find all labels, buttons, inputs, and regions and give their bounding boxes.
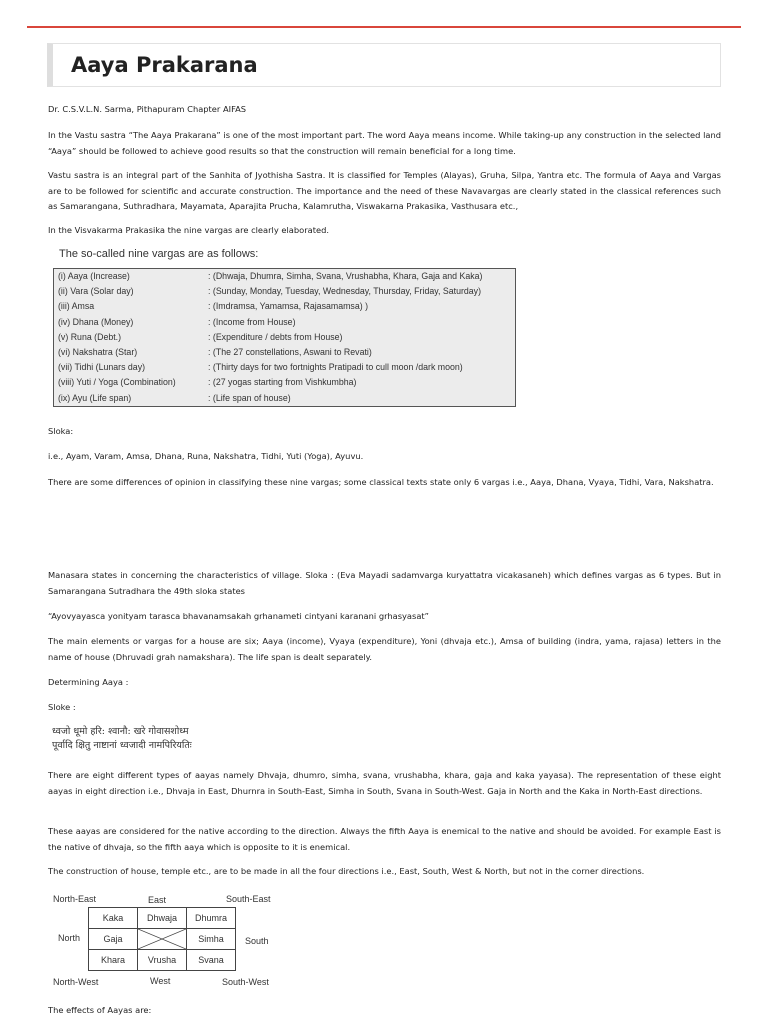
table-row xyxy=(54,330,516,345)
aaya-direction-grid xyxy=(88,907,236,971)
top-accent-line xyxy=(27,26,741,28)
varga-name: (vi) Nakshatra (Star) xyxy=(58,347,138,358)
label-south-west: South-West xyxy=(222,977,269,987)
grid-row xyxy=(89,908,236,929)
paragraph-7: “Ayovyayasca yonityam tarasca bhavanamsakah grhanameti cintyani karanani grhasyasat” xyxy=(48,611,429,621)
paragraph-10: Sloke : xyxy=(48,702,76,712)
label-north: North xyxy=(58,933,81,943)
grid-row xyxy=(89,950,236,971)
varga-name: (iv) Dhana (Money) xyxy=(58,316,134,327)
paragraph-1: In the Vastu sastra “The Aaya Prakarana” is one of the most important part. The word Aaya means income. While taking-up any construction in the selected land “Aaya” should be followed to achieve good results so that the construction will remain beneficial for a long time. xyxy=(48,130,721,156)
grid-cell: Dhwaja xyxy=(138,908,187,929)
varga-desc: : (Dhwaja, Dhumra, Simha, Svana, Vrushabha, Khara, Gaja and Kaka) xyxy=(208,271,483,281)
table-row xyxy=(54,284,516,299)
grid-row xyxy=(89,929,236,950)
cross-lines xyxy=(138,929,186,949)
page-title: Aaya Prakarana xyxy=(71,53,258,77)
varga-desc: : (Imdramsa, Yamamsa, Rajasamamsa) ) xyxy=(208,301,369,312)
varga-name: (ix) Ayu (Life span) xyxy=(58,392,132,403)
paragraph-12: These aayas are considered for the native according to the direction. Always the fifth Aaya is enemical to the native and should be avoided. For example East is the native of dhvaja, so the fifth aaya which is opposite to it is enemical. xyxy=(48,826,721,852)
varga-name: (iii) Amsa xyxy=(58,301,95,312)
varga-name: (i) Aaya (Increase) xyxy=(58,271,130,281)
sloka-label: Sloka: xyxy=(48,426,74,436)
paragraph-13: The construction of house, temple etc., are to be made in all the four directions i.e., East, South, West & North, but not in the corner directions. xyxy=(48,866,645,876)
varga-desc: : (Income from House) xyxy=(208,316,296,327)
paragraph-9: Determining Aaya : xyxy=(48,677,129,687)
table-row xyxy=(54,391,516,407)
varga-name: (v) Runa (Debt.) xyxy=(58,331,122,342)
paragraph-3: In the Visvakarma Prakasika the nine vargas are clearly elaborated. xyxy=(48,225,329,235)
paragraph-14: The effects of Aayas are: xyxy=(48,1005,152,1015)
table-row xyxy=(54,360,516,375)
table-row xyxy=(54,315,516,330)
varga-desc: : (27 yogas starting from Vishkumbha) xyxy=(208,377,357,388)
varga-name: (ii) Vara (Solar day) xyxy=(58,286,134,297)
varga-name: (vii) Tidhi (Lunars day) xyxy=(58,362,146,373)
grid-cell: Dhumra xyxy=(187,908,236,929)
varga-desc: : (Sunday, Monday, Tuesday, Wednesday, Thursday, Friday, Saturday) xyxy=(208,286,481,297)
grid-cell: Khara xyxy=(89,950,138,971)
table-row xyxy=(54,299,516,314)
paragraph-2: Vastu sastra is an integral part of the Sanhita of Jyothisha Sastra. It is classified for Temples (Alayas), Gruha, Silpa, Yantra etc. The formula of Aaya and Vargas are to be followed for scientific and accurate construction. The importance and the need of these Navavargas are clearly stated in the classical references such as Samarangana, Suthradhara, Mayamata, Aparajita Prucha, Kalamrutha, Viswakarna Prakasika, Vasthusara etc., xyxy=(48,170,721,211)
label-north-east: North-East xyxy=(53,894,97,904)
grid-center-cross xyxy=(138,929,187,950)
label-south: South xyxy=(245,936,269,946)
table-row xyxy=(54,269,516,285)
sloka-line-1: ध्वजो धूमो हरि: श्वानौ: खरे गोवासशोध्म xyxy=(52,726,189,737)
varga-name: (viii) Yuti / Yoga (Combination) xyxy=(58,377,176,388)
paragraph-8: The main elements or vargas for a house are six; Aaya (income), Vyaya (expenditure), Yoni (dhvaja etc.), Amsa of building (indra, yama, rajasa) letters in the name of house (Dhruvadi grah namakshara). The life span is dealt separately. xyxy=(48,636,721,662)
varga-desc: : (The 27 constellations, Aswani to Revati) xyxy=(208,347,372,358)
grid-cell: Svana xyxy=(187,950,236,971)
label-south-east: South-East xyxy=(226,894,271,904)
label-east: East xyxy=(148,895,167,905)
sloka-line-2: पूर्वादि क्षितु नाष्टानां ध्वजादी नामपिरियतिः xyxy=(52,740,192,751)
paragraph-4: i.e., Ayam, Varam, Amsa, Dhana, Runa, Nakshatra, Tidhi, Yuti (Yoga), Ayuvu. xyxy=(48,451,364,461)
varga-desc: : (Thirty days for two fortnights Pratipadi to cull moon /dark moon) xyxy=(208,362,463,373)
varga-desc: : (Life span of house) xyxy=(208,392,291,403)
title-box xyxy=(47,43,721,87)
grid-cell: Simha xyxy=(187,929,236,950)
label-north-west: North-West xyxy=(53,977,99,987)
grid-cell: Vrusha xyxy=(138,950,187,971)
grid-cell: Gaja xyxy=(89,929,138,950)
label-west: West xyxy=(150,976,171,986)
paragraph-11: There are eight different types of aayas namely Dhvaja, dhumro, simha, svana, vrushabha, khara, gaja and kaka yayasa). The representation of these eight aayas in eight direction i.e., Dhvaja in East, Dhurnra in South-East, Simha in South, Svana in South-West. Gaja in North and the Kaka in North-East directions. xyxy=(48,770,721,796)
paragraph-5: There are some differences of opinion in classifying these nine vargas; some classical texts state only 6 vargas i.e., Aaya, Dhana, Vyaya, Tidhi, Vara, Nakshatra. xyxy=(48,477,714,487)
author-line: Dr. C.S.V.L.N. Sarma, Pithapuram Chapter AIFAS xyxy=(48,104,247,114)
paragraph-6: Manasara states in concerning the characteristics of village. Sloka : (Eva Mayadi sadamvarga kuryattatra vicakasaneh) which defines vargas as 6 types. But in Samarangana Sutradhara the 49th sloka states xyxy=(48,570,721,596)
table-row xyxy=(54,375,516,390)
varga-desc: : (Expenditure / debts from House) xyxy=(208,331,343,342)
vargas-table xyxy=(53,268,516,407)
vargas-caption: The so-called nine vargas are as follows: xyxy=(59,248,259,260)
grid-cell: Kaka xyxy=(89,908,138,929)
table-row xyxy=(54,345,516,360)
devanagari-sloka xyxy=(52,725,192,753)
